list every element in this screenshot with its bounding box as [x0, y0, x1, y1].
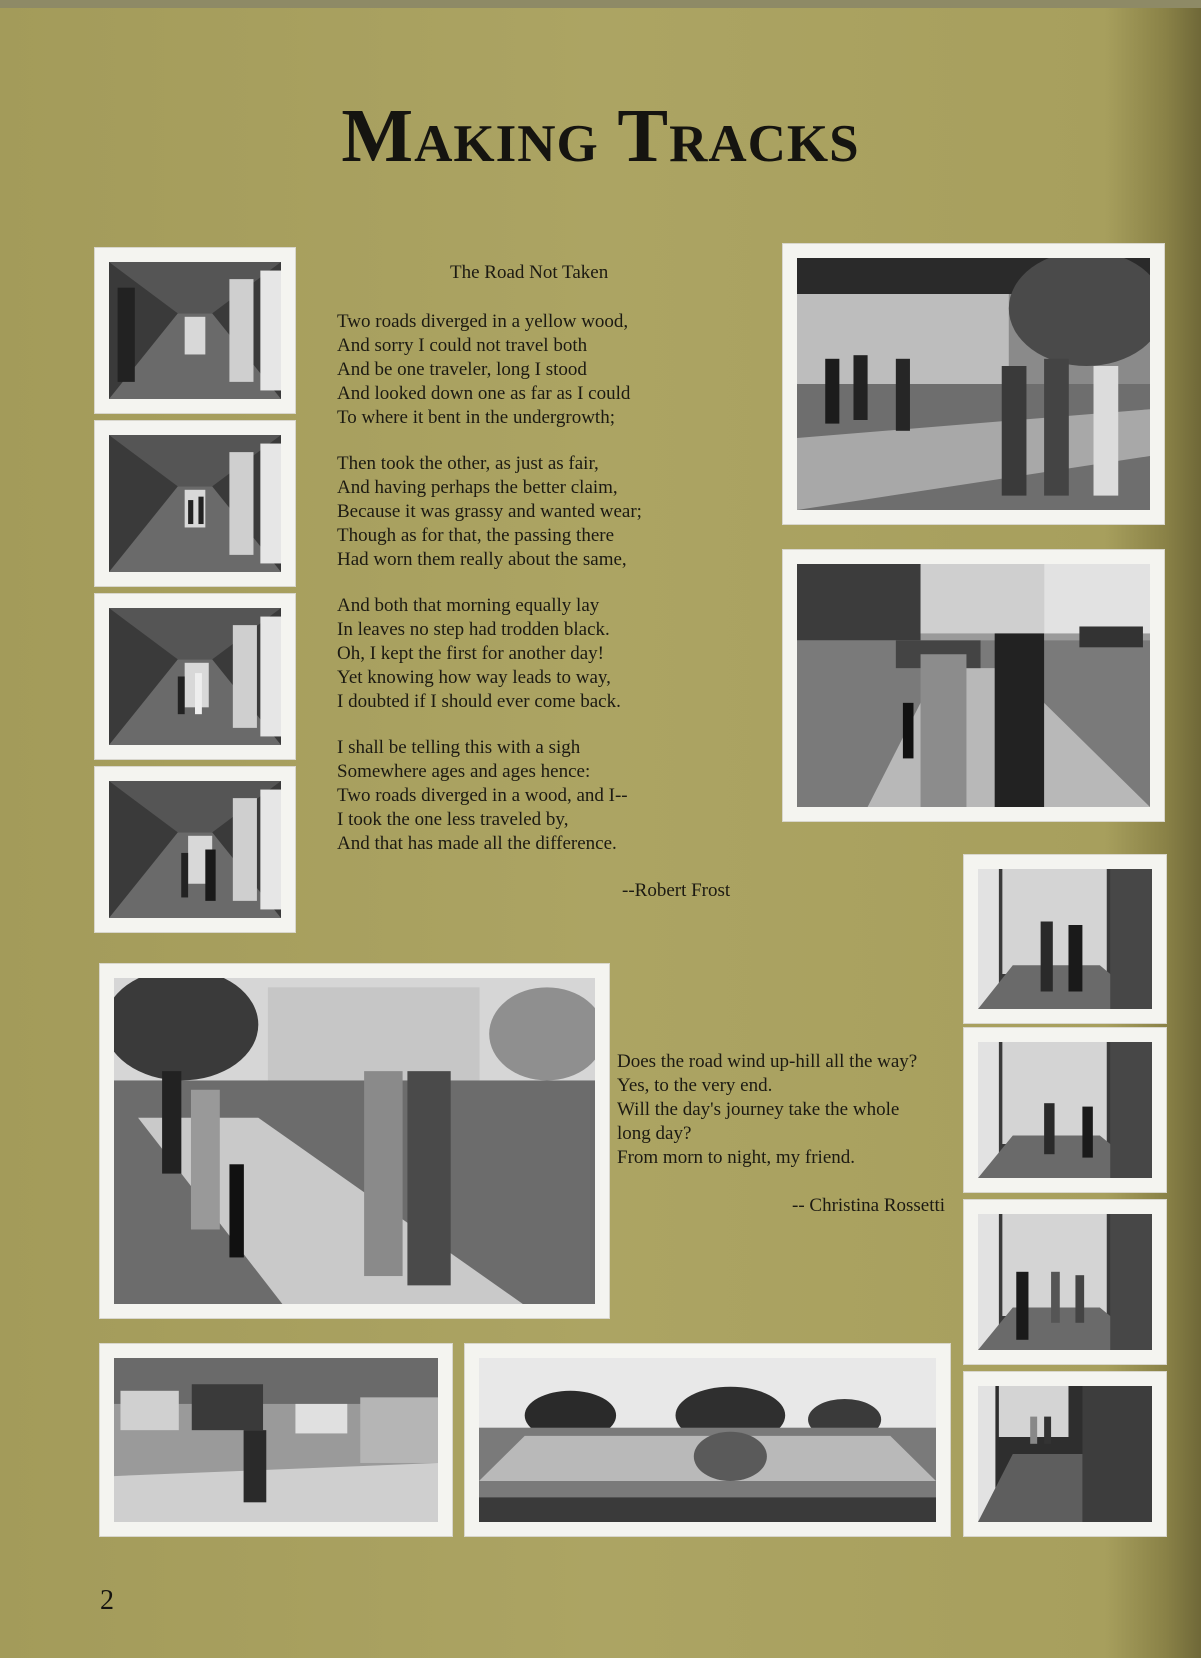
poem-line: I shall be telling this with a sigh [337, 737, 581, 758]
poem-stanza [337, 736, 642, 856]
poem-line: And sorry I could not travel both [337, 335, 588, 356]
parking-lot-photo [100, 1344, 452, 1536]
poem-body [337, 310, 642, 878]
poem-line: Yet knowing how way leads to way, [337, 667, 611, 688]
poem2-line: Will the day's journey take the whole [617, 1099, 900, 1120]
corridor-photo-4 [95, 767, 295, 932]
poem-line: Somewhere ages and ages hence: [337, 761, 591, 782]
poem-title: The Road Not Taken [450, 262, 609, 283]
poem2-line: Yes, to the very end. [617, 1075, 773, 1096]
poem2-body [617, 1050, 917, 1170]
student-couple-photo [783, 550, 1164, 821]
poem-line: To where it bent in the undergrowth; [337, 407, 615, 428]
poem-line: And having perhaps the better claim, [337, 477, 618, 498]
poem2-attribution: -- Christina Rossetti [792, 1195, 946, 1216]
poem2-line: long day? [617, 1123, 692, 1144]
poem-line: Had worn them really about the same, [337, 549, 627, 570]
campus-bridge-photo [465, 1344, 950, 1536]
page-number: 2 [100, 1585, 114, 1616]
corridor-photo-3 [95, 594, 295, 759]
poem-stanza [337, 452, 642, 572]
poem-line: And be one traveler, long I stood [337, 359, 587, 380]
sidewalk-students-photo [100, 964, 609, 1318]
poem-line: And both that morning equally lay [337, 595, 600, 616]
poem-line: And looked down one as far as I could [337, 383, 631, 404]
corridor-photo-1 [95, 248, 295, 413]
poem2-line: From morn to night, my friend. [617, 1147, 856, 1168]
poem-stanza [337, 310, 642, 430]
poem2-line: Does the road wind up-hill all the way? [617, 1051, 918, 1072]
hallway-photo-1 [964, 855, 1166, 1023]
poem-attribution: --Robert Frost [622, 880, 731, 901]
hallway-photo-2 [964, 1028, 1166, 1192]
poem-line: Two roads diverged in a yellow wood, [337, 311, 629, 332]
corridor-photo-2 [95, 421, 295, 586]
poem-line: Oh, I kept the first for another day! [337, 643, 604, 664]
page-top-edge [0, 0, 1201, 8]
poem-line: Then took the other, as just as fair, [337, 453, 599, 474]
students-walking-photo [783, 244, 1164, 524]
poem-line: I took the one less traveled by, [337, 809, 569, 830]
poem-stanza [337, 594, 642, 714]
poem-line: Though as for that, the passing there [337, 525, 615, 546]
hallway-photo-4 [964, 1372, 1166, 1536]
poem-line: I doubted if I should ever come back. [337, 691, 621, 712]
hallway-photo-3 [964, 1200, 1166, 1364]
poem-line: Because it was grassy and wanted wear; [337, 501, 642, 522]
page-title: Making Tracks [341, 94, 860, 178]
poem-line: In leaves no step had trodden black. [337, 619, 610, 640]
poem-line: And that has made all the difference. [337, 833, 617, 854]
poem-line: Two roads diverged in a wood, and I-- [337, 785, 628, 806]
